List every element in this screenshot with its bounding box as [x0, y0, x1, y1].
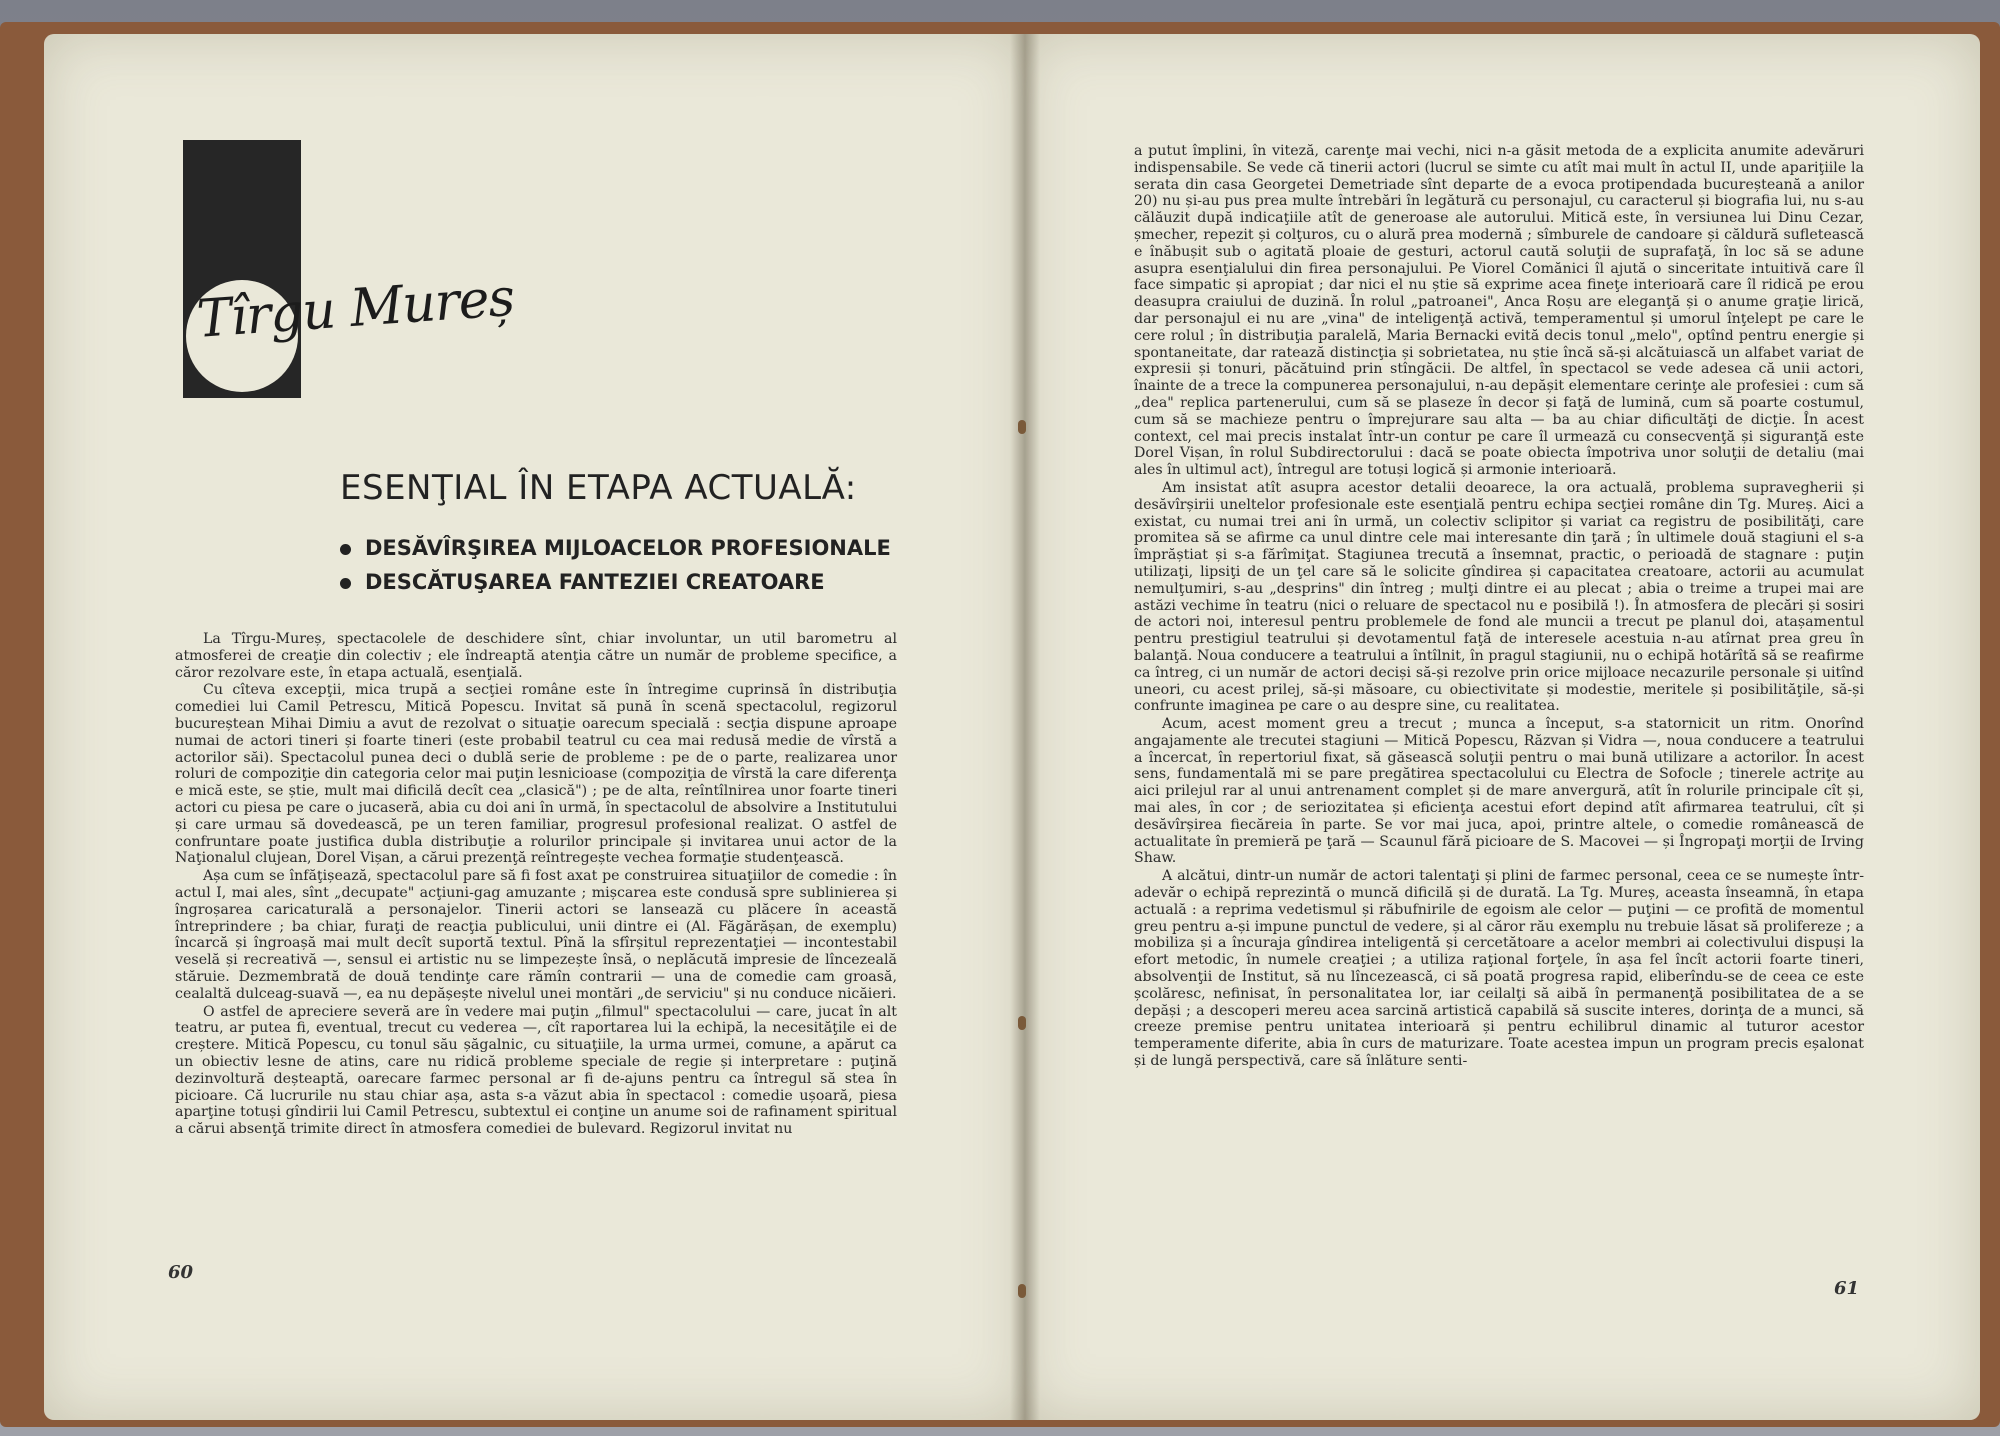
- paragraph: Cu cîteva excepţii, mica trupă a secţiei române este în întregime cuprinsă în distribuţia comediei lui Camil Petrescu, Mitică Popescu. Invitat să pună în scenă spectacolul, regizorul bucureștean Mihai Dimiu a avut de rezolvat o situaţie oarecum specială : secţia dispune aproape numai de actori tineri și foarte tineri (este probabil teatrul cu cea mai redusă medie de vîrstă a actorilor săi). Spectacolul punea deci o dublă serie de probleme : pe de o parte, realizarea unor roluri de compoziţie din categoria celor mai puţin lesnicioase (compoziţia de vîrstă la care diferenţa e mică este, se știe, mult mai dificilă decît cea „clasică") ; pe de alta, reîntîlnirea unor foarte tineri actori cu piesa pe care o jucaseră, abia cu doi ani în urmă, în spectacolul de absolvire a Institutului și care urmau să dovedească, pe un teren familiar, progresul profesional realizat. O astfel de confruntare poate justifica dubla distribuţie a rolurilor principale și invitarea unui actor de la Naţionalul clujean, Dorel Vișan, a cărui prezenţă reîntregește vechea formaţie studenţească.: [175, 682, 897, 867]
- paragraph: La Tîrgu-Mureș, spectacolele de deschidere sînt, chiar involuntar, un util barometru al atmosferei de creaţie din colectiv ; ele îndreaptă atenţia către un număr de probleme specifice, a căror rezolvare este, în etapa actuală, esenţială.: [175, 631, 897, 681]
- paragraph: Acum, acest moment greu a trecut ; munca a început, s-a statornicit un ritm. Onorînd angajamente ale trecutei stagiuni — Mitică Popescu, Răzvan și Vidra —, noua conducere a teatrului a încercat, în repertoriul fixat, să găsească soluţii pentru o mai bună utilizare a actorilor. În acest sens, fundamentală mi se pare pregătirea spectacolului cu Electra de Sofocle ; tinerele actriţe au aici prilejul rar al unui antrenament complet și de mare anvergură, atît în rolurile principale cît și, mai ales, în cor ; de seriozitatea și eficienţa acestui efort depind atît afirmarea teatrului, cît și desăvîrșirea fiecăreia în parte. Se vor mai juca, apoi, printre altele, o comedie românească de actualitate în premieră pe ţară — Scaunul fără picioare de S. Macovei — și Îngropaţi morţii de Irving Shaw.: [1134, 716, 1864, 867]
- binding-stitch: [1018, 1016, 1026, 1030]
- book-gutter: [1010, 34, 1040, 1420]
- bullet-dot-icon: [340, 578, 351, 589]
- binding-stitch: [1018, 1284, 1026, 1298]
- right-text-column: [1134, 143, 1864, 1071]
- paragraph: A alcătui, dintr-un număr de actori talentaţi și plini de farmec personal, ceea ce se numește într-adevăr o echipă reprezintă o muncă dificilă și de durată. La Tg. Mureș, aceasta înseamnă, în etapa actuală : a reprima vedetismul și răbufnirile de egoism ale celor — puţini — ce profită de momentul greu pentru a-și impune punctul de vedere, și al căror rău exemplu nu trebuie lăsat să prolifereze ; a mobiliza și a încuraja gîndirea inteligentă și cercetătoare a acelor membri ai colectivului dispuși la efort metodic, în numele creaţiei ; a utiliza raţional forţele, în așa fel încît actorii foarte tineri, absolvenţii de Institut, să nu lîncezească, ci să poată progresa rapid, eliberîndu-se de ceea ce este școlăresc, nefinisat, în personalitatea lor, iar ceilalţi să aibă în permanenţă posibilitatea de a se depăși ; a descoperi mereu acea sarcină artistică capabilă să suscite interes, dorinţa de a munci, să creeze premise pentru unitatea interioară și pentru echilibrul dinamic al tuturor acestor temperamente diferite, abia în curs de maturizare. Toate acestea impun un program precis eșalonat și de lungă perspectivă, care să înlăture senti-: [1134, 868, 1864, 1070]
- paragraph: a putut împlini, în viteză, carenţe mai vechi, nici n-a găsit metoda de a explicita anumite adevăruri indispensabile. Se vede că tinerii actori (lucrul se simte cu atît mai mult în actul II, unde apariţiile la serata din casa Georgetei Demetriade sînt departe de a evoca protipendada bucureșteană a anilor 20) nu și-au pus prea multe întrebări în legătură cu personajul, cu caracterul și biografia lui, nu s-au călăuzit după indicaţiile atît de generoase ale autorului. Mitică este, în versiunea lui Dinu Cezar, șmecher, repezit și colţuros, cu o alură prea modernă ; sîmburele de candoare și căldură sufletească e înăbușit sub o agitată ploaie de gesturi, actorul caută soluţii de suprafaţă, în loc să se adune asupra esenţialului din firea personajului. Pe Viorel Comănici îl ajută o sinceritate intuitivă care îl face simpatic și apropiat ; dar nici el nu știe să exprime acea fineţe interioară care îl ridică pe erou deasupra craiului de duzină. În rolul „patroanei", Anca Roșu are eleganţă și o anume graţie lirică, dar personajul ei nu are „vina" de inteligenţă activă, temperamentul și umorul înţelept pe care le cere rolul ; în distribuţia paralelă, Maria Bernacki evită decis tonul „melo", optînd pentru energie și spontaneitate, dar ratează distincţia și sobrietatea, nu știe încă să-și alcătuiască un alfabet variat de expresii și tonuri, păcătuind prin stîngăcii. De altfel, în spectacol se vede adesea că unii actori, înainte de a trece la compunerea personajului, n-au depășit elementare cerinţe ale profesiei : cum să „dea" replica partenerului, cum să se plaseze în decor și faţă de lumină, cum să poarte costumul, cum să se machieze pentru o împrejurare sau alta — ba au chiar dificultăţi de dicţie. În acest context, cel mai precis instalat într-un contur pe care îl urmează cu consecvenţă și siguranţă este Dorel Vișan, în rolul Subdirectorului : dacă se poate obiecta împotriva unor soluţii de detaliu (mai ales în ultimul act), întregul are totuși logică și armonie interioară.: [1134, 143, 1864, 479]
- headline-bullet: [340, 570, 910, 594]
- paragraph: O astfel de apreciere severă are în vedere mai puţin „filmul" spectacolului — care, jucat în alt teatru, ar putea fi, eventual, trecut cu vederea —, cît raportarea lui la echipă, la necesităţile ei de creștere. Mitică Popescu, cu tonul său șăgalnic, cu situaţiile, la urma urmei, comune, a apărut ca un obiectiv lesne de atins, care nu ridică probleme speciale de regie și interpretare : puţină dezinvoltură deșteaptă, oarecare farmec personal ar fi de-ajuns pentru ca întregul să stea în picioare. Că lucrurile nu stau chiar așa, asta s-a văzut abia în spectacol : comedie ușoară, piesa aparţine totuși gîndirii lui Camil Petrescu, subtextul ei conţine un anume soi de rafinament spiritual a cărui absenţă trimite direct în atmosfera comediei de bulevard. Regizorul invitat nu: [175, 1003, 897, 1138]
- paragraph: Așa cum se înfăţișează, spectacolul pare să fi fost axat pe construirea situaţiilor de comedie : în actul I, mai ales, sînt „decupate" acţiuni-gag amuzante ; mișcarea este condusă spre sublinierea și îngroșarea caricaturală a personajelor. Tinerii actori se lansează cu plăcere în această întreprindere ; ba chiar, furaţi de reacţia publicului, unii dintre ei (Al. Făgărășan, de exemplu) încarcă și îngroașă mai mult decît suportă textul. Pînă la sfîrșitul reprezentaţiei — incontestabil veselă și recreativă —, sensul ei artistic nu se limpezește însă, o neplăcută impresie de lîncezeală stăruie. Dezmembrată de două tendinţe care rămîn contrarii — una de comedie cam groasă, cealaltă dulceag-suavă —, ea nu depășește nivelul unei montări „de serviciu" și nu conduce nicăieri.: [175, 868, 897, 1002]
- bullet-text: DESCĂTUŞAREA FANTEZIEI CREATOARE: [365, 570, 825, 594]
- city-title: Tîrgu Mureș: [195, 267, 516, 350]
- page-number-left: 60: [168, 1262, 194, 1283]
- article-headline: ESENŢIAL ÎN ETAPA ACTUALĂ:: [340, 468, 857, 508]
- bullet-dot-icon: [340, 544, 351, 555]
- binding-stitch: [1018, 420, 1026, 434]
- headline-bullet: [340, 536, 910, 560]
- headline-bullets: [340, 536, 910, 604]
- paragraph: Am insistat atît asupra acestor detalii deoarece, la ora actuală, problema supravegherii și desăvîrșirii uneltelor profesionale este esenţială pentru echipa secţiei române din Tg. Mureș. Aici a existat, cu numai trei ani în urmă, un colectiv sclipitor și variat ca registru de posibilităţi, care promitea să se afirme ca unul dintre cele mai interesante din ţară ; în ultimele două stagiuni el s-a împrăștiat și s-a fărîmiţat. Stagiunea trecută a însemnat, practic, o perioadă de stagnare : puţin utilizaţi, lipsiţi de un ţel care să le solicite gîndirea și capacitatea creatoare, actorii au acumulat nemulţumiri, s-au „desprins" din întreg ; mulţi dintre ei au plecat ; abia o treime a trupei mai are astăzi vechime în teatru (nici o reluare de spectacol nu e posibilă !). În atmosfera de plecări și sosiri de actori noi, interesul pentru problemele de fond ale muncii a trecut pe planul doi, atașamentul pentru prestigiul teatrului și devotamentul faţă de interesele acestuia n-au atîrnat prea greu în balanţă. Noua conducere a teatrului a întîlnit, în pragul stagiunii, nu o echipă hotărîtă să se reafirme ca întreg, ci un număr de actori deciși să-și rezolve prin orice mijloace necazurile personale și uitînd uneori, cu acest prilej, să-și măsoare, cu obiectivitate și modestie, meritele și posibilităţile, să-și confrunte imaginea pe care o au despre sine, cu realitatea.: [1134, 479, 1864, 715]
- bullet-text: DESĂVÎRŞIREA MIJLOACELOR PROFESIONALE: [365, 536, 891, 560]
- page-number-right: 61: [1834, 1278, 1860, 1299]
- left-text-column: [175, 631, 897, 1139]
